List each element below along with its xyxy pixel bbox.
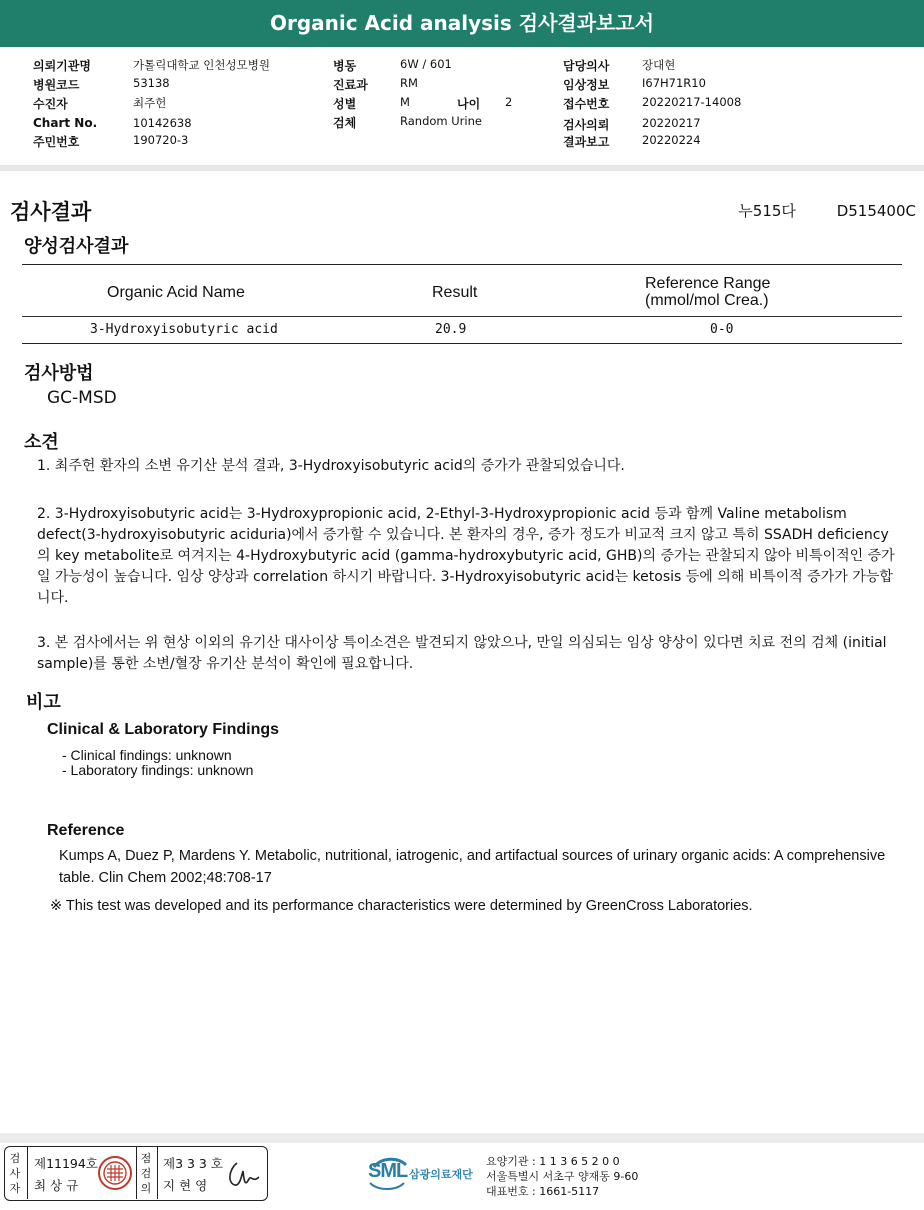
info-value-clinical-info: I67H71R10 xyxy=(642,76,706,90)
findings-item: - Laboratory findings: unknown xyxy=(62,762,254,778)
info-label-chart-no: Chart No. xyxy=(33,116,98,130)
lab-address-block xyxy=(486,1154,638,1199)
opinion-heading: 소견 xyxy=(24,432,59,453)
info-value-age: 2 xyxy=(505,95,513,109)
info-value-specimen: Random Urine xyxy=(400,114,482,128)
info-label-report-date: 결과보고 xyxy=(563,135,610,149)
findings-item: - Clinical findings: unknown xyxy=(62,747,232,763)
reference-heading: Reference xyxy=(47,822,125,839)
lab-phone: 대표번호 : 1661-5117 xyxy=(486,1185,600,1198)
opinion-item: 1. 최주헌 환자의 소변 유기산 분석 결과, 3-Hydroxyisobutyric acid의 증가가 관찰되었습니다. xyxy=(37,458,625,474)
findings-heading: Clinical & Laboratory Findings xyxy=(47,721,280,738)
table-row xyxy=(22,317,902,343)
signature-icon xyxy=(223,1157,263,1191)
doc-code-1: 누515다 xyxy=(738,202,796,220)
reviewer-label: 점검의 xyxy=(140,1152,152,1195)
info-label-hospital-code: 병원코드 xyxy=(33,78,80,92)
opinion-item: 3. 본 검사에서는 위 현상 이외의 유기산 대사이상 특이소견은 발견되지 않았으나, 만일 의심되는 임상 양상이 있다면 치료 전의 검체 (initial sample)를 통한 소변/혈장 유기산 분석이 확인에 필요합니다. xyxy=(37,635,887,672)
col-header-reference xyxy=(645,275,770,309)
info-value-doctor: 장대현 xyxy=(642,58,676,72)
info-label-sex: 성별 xyxy=(333,97,357,111)
info-value-ward: 6W / 601 xyxy=(400,57,452,71)
info-label-ward: 병동 xyxy=(333,59,357,73)
info-label-clinical-info: 임상정보 xyxy=(563,78,610,92)
opinion-item: 2. 3-Hydroxyisobutyric acid는 3-Hydroxypropionic acid, 2-Ethyl-3-Hydroxypropionic acid 등과 함께 Valine metabolism defect(3-hydroxyisobutyric aciduria)에서 증가할 수 있습니다. 본 환자의 경우, 증가 정도가 비교적 크지 않고 특히 SSADH deficiency의 key metabolite로 여겨지는 4-Hydroxybutyric acid (gamma-hydroxybutyric acid, GHB)의 증가는 관찰되지 않아 비특이적인 증가일 가능성이 높습니다. 임상 양상과 correlation 하시기 바랍니다. 3-Hydroxyisobutyric acid는 ketosis 등에 의해 비특이적 증가가 가능합니다. xyxy=(37,506,895,606)
col-header-result: Result xyxy=(432,284,478,301)
reviewer-license: 제3 3 3 호 xyxy=(163,1156,223,1171)
info-value-request-date: 20220217 xyxy=(642,116,701,130)
info-label-institution: 의뢰기관명 xyxy=(33,59,91,73)
info-value-report-date: 20220224 xyxy=(642,133,701,147)
info-label-accession-no: 접수번호 xyxy=(563,97,610,111)
col-header-name: Organic Acid Name xyxy=(107,284,245,301)
doc-code-2: D515400C xyxy=(836,202,916,220)
info-label-resident-no: 주민번호 xyxy=(33,135,80,149)
tester-label: 검사자 xyxy=(9,1152,21,1195)
lab-logo-text: SML xyxy=(368,1160,408,1182)
info-value-hospital-code: 53138 xyxy=(133,76,170,90)
info-value-sex: M xyxy=(400,95,410,109)
col-header-ref-line1: Reference Range xyxy=(645,275,771,292)
info-value-resident-no: 190720-3 xyxy=(133,133,189,147)
info-label-specimen: 검체 xyxy=(333,116,357,130)
results-table xyxy=(22,264,902,344)
divider xyxy=(27,1147,28,1199)
info-label-patient: 수진자 xyxy=(33,97,68,111)
divider xyxy=(136,1147,137,1199)
info-value-patient: 최주헌 xyxy=(133,96,167,110)
table-header xyxy=(22,265,902,317)
info-value-institution: 가톨릭대학교 인천성모병원 xyxy=(133,58,270,72)
reference-text: Kumps A, Duez P, Mardens Y. Metabolic, nutritional, iatrogenic, and artifactual sources of urinary organic acids: A comprehensive table. Clin Chem 2002;48:708-17 xyxy=(59,848,886,886)
signature-box xyxy=(4,1146,268,1201)
divider xyxy=(157,1147,158,1199)
cell-range: 0-0 xyxy=(710,322,734,337)
col-header-ref-line2: (mmol/mol Crea.) xyxy=(645,292,769,309)
positive-results-heading: 양성검사결과 xyxy=(24,236,129,257)
divider xyxy=(0,165,924,171)
lab-address: 서울특별시 서초구 양재동 9-60 xyxy=(486,1170,639,1183)
info-value-department: RM xyxy=(400,76,418,90)
lab-name: 삼광의료재단 xyxy=(409,1168,473,1181)
results-heading: 검사결과 xyxy=(10,200,92,224)
document-codes xyxy=(702,200,916,221)
tester-license: 제11194호 xyxy=(34,1156,98,1171)
info-value-chart-no: 10142638 xyxy=(133,116,192,130)
patient-info xyxy=(0,47,924,165)
info-label-age: 나이 xyxy=(457,97,481,111)
cell-acid-name: 3-Hydroxyisobutyric acid xyxy=(90,322,278,337)
reviewer-name: 지 현 영 xyxy=(163,1178,208,1193)
lab-code: 요양기관 : 1 1 3 6 5 2 0 0 xyxy=(486,1155,620,1168)
footer-divider xyxy=(0,1133,924,1143)
method-heading: 검사방법 xyxy=(24,363,94,384)
report-title: Organic Acid analysis 검사결과보고서 xyxy=(0,0,924,47)
lab-logo xyxy=(368,1153,480,1197)
cell-result: 20.9 xyxy=(435,322,467,337)
seal-stamp-icon xyxy=(97,1155,133,1191)
info-value-accession-no: 20220217-14008 xyxy=(642,95,742,109)
method-value: GC-MSD xyxy=(47,388,117,408)
test-note: ※ This test was developed and its performance characteristics were determined by GreenCross Laboratories. xyxy=(50,898,753,914)
info-label-doctor: 담당의사 xyxy=(563,59,610,73)
remarks-heading: 비고 xyxy=(26,692,61,713)
info-label-request-date: 검사의뢰 xyxy=(563,118,610,132)
info-label-department: 진료과 xyxy=(333,78,368,92)
tester-name: 최 상 규 xyxy=(34,1178,79,1193)
